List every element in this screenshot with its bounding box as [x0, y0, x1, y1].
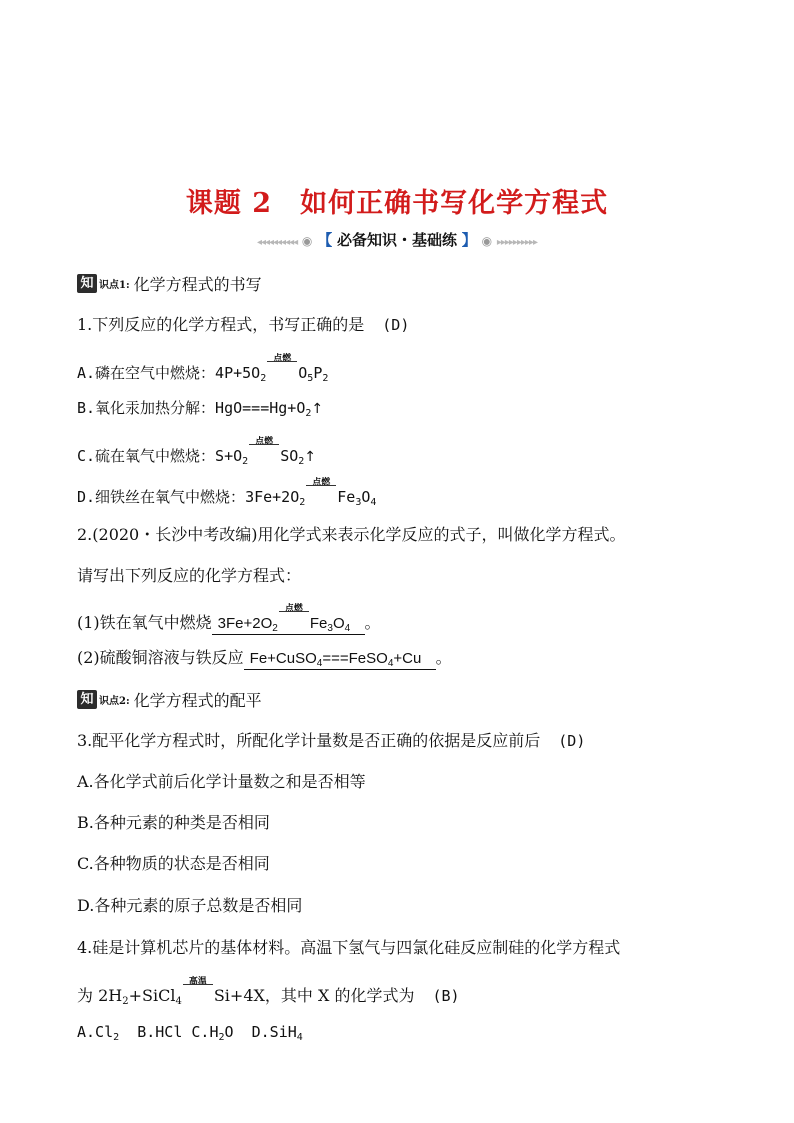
condition-label: 点燃 — [312, 478, 331, 488]
product: O — [298, 364, 308, 382]
reaction-condition — [267, 354, 297, 378]
option-text: D.细铁丝在氧气中燃烧：3Fe+2O — [77, 488, 300, 506]
reaction-condition — [183, 977, 213, 1001]
subscript: 2 — [242, 456, 249, 467]
condition-label: 高温 — [188, 977, 207, 987]
condition-label: 点燃 — [284, 604, 303, 614]
option-c-tail: O — [224, 1023, 234, 1041]
kp-title: 化学方程式的配平 — [133, 691, 262, 710]
kp-number: 识点1: — [99, 280, 130, 291]
question-answer: (D) — [558, 732, 586, 750]
punctuation: 。 — [435, 648, 452, 667]
product: P — [313, 364, 323, 382]
question-text: 为 2H — [77, 986, 123, 1005]
kp-title: 化学方程式的书写 — [133, 275, 262, 294]
banner-left-dot: ◉ — [301, 234, 313, 248]
condition-label: 点燃 — [255, 437, 274, 447]
subscript: 2 — [272, 623, 278, 634]
banner-bracket-close: 】 — [461, 231, 477, 249]
knowledge-badge-icon: 知 — [77, 690, 97, 709]
answer-blank — [244, 649, 436, 670]
banner-bracket-open: 【 — [317, 231, 333, 249]
reaction-condition — [279, 604, 309, 628]
question-1-option-c — [77, 437, 317, 467]
question-2-stem: 2.(2020・长沙中考改编)用化学式来表示化学反应的式子，叫做化学方程式。 — [77, 525, 626, 544]
question-1-option-d — [77, 478, 377, 508]
question-3-option-b: B.各种元素的种类是否相同 — [77, 813, 270, 832]
option-text: C.硫在氧气中燃烧：S+O — [77, 447, 243, 465]
subscript: 4 — [387, 658, 394, 669]
subscript: 4 — [344, 623, 351, 634]
reaction-condition — [249, 437, 279, 461]
question-text: 3.配平化学方程式时，所配化学计量数是否正确的依据是反应前后 — [77, 731, 541, 750]
question-3-stem — [77, 731, 585, 751]
gas-arrow-icon: ↑ — [311, 401, 324, 417]
product: Fe — [337, 488, 356, 506]
subscript: 4 — [296, 1032, 303, 1043]
question-2-part-1 — [77, 604, 381, 635]
subscript: 2 — [305, 408, 312, 419]
answer-text: ===FeSO — [322, 650, 388, 667]
banner-label: 必备知识・基础练 — [336, 231, 457, 249]
kp-number: 识点2: — [99, 696, 130, 707]
answer-text: +Cu — [393, 650, 422, 667]
punctuation: 。 — [364, 613, 381, 632]
question-text: Si+4X，其中 X 的化学式为 — [213, 986, 415, 1005]
question-3-option-d: D.各种元素的原子总数是否相同 — [77, 896, 303, 915]
product: SO — [280, 447, 299, 465]
subscript: 4 — [370, 497, 377, 508]
knowledge-badge-icon: 知 — [77, 274, 97, 293]
banner-right-arrows: ▸▸▸▸▸▸▸▸▸▸ — [496, 237, 538, 248]
answer-text: O — [332, 615, 345, 632]
question-text: 1.下列反应的化学方程式，书写正确的是 — [77, 315, 365, 334]
question-4-options — [77, 1022, 303, 1042]
knowledge-point-1 — [77, 272, 262, 294]
subscript: 2 — [113, 1032, 120, 1043]
part-label: (2)硫酸铜溶液与铁反应 — [77, 648, 244, 667]
question-4-stem-2 — [77, 977, 460, 1007]
knowledge-point-2 — [77, 688, 262, 710]
subscript: 3 — [355, 497, 362, 508]
question-2-stem-2: 请写出下列反应的化学方程式： — [77, 566, 302, 585]
subscript: 2 — [260, 373, 267, 384]
question-text: +SiCl — [128, 986, 176, 1005]
question-2-part-2 — [77, 648, 452, 670]
subscript: 4 — [175, 996, 182, 1007]
question-1-option-a — [77, 354, 329, 384]
subscript: 4 — [316, 658, 323, 669]
option-text: B.氧化汞加热分解：HgO===Hg+O — [77, 399, 306, 417]
page-title: 课题 2 如何正确书写化学方程式 — [185, 188, 609, 219]
section-banner — [0, 229, 794, 250]
question-answer: (D) — [382, 316, 410, 334]
gas-arrow-icon: ↑ — [304, 449, 317, 465]
question-1-stem — [77, 315, 409, 335]
part-label: (1)铁在氧气中燃烧 — [77, 613, 212, 632]
question-1-option-b — [77, 398, 323, 419]
reaction-condition — [306, 478, 336, 502]
answer-text: 3Fe+2O — [217, 615, 273, 632]
product: O — [361, 488, 371, 506]
question-4-stem: 4.硅是计算机芯片的基体材料。高温下氢气与四氯化硅反应制硅的化学方程式 — [77, 938, 621, 957]
condition-label: 点燃 — [273, 354, 292, 364]
question-3-option-c: C.各种物质的状态是否相同 — [77, 854, 270, 873]
subscript: 2 — [298, 456, 305, 467]
subscript: 2 — [322, 373, 329, 384]
banner-left-arrows: ◂◂◂◂◂◂◂◂◂◂ — [256, 237, 298, 248]
subscript: 2 — [218, 1032, 225, 1043]
subscript: 5 — [307, 373, 314, 384]
option-a: A.Cl — [77, 1023, 114, 1041]
answer-blank — [212, 604, 365, 635]
answer-text: Fe — [309, 615, 328, 632]
question-answer: (B) — [432, 987, 460, 1005]
option-b: B.HCl — [137, 1023, 183, 1041]
subscript: 3 — [327, 623, 333, 634]
subscript: 2 — [299, 497, 306, 508]
option-d: D.SiH — [251, 1023, 297, 1041]
answer-text: Fe+CuSO — [249, 650, 317, 667]
option-c: C.H — [191, 1023, 219, 1041]
option-text: A.磷在空气中燃烧：4P+5O — [77, 364, 261, 382]
banner-right-dot: ◉ — [481, 234, 493, 248]
question-3-option-a: A.各化学式前后化学计量数之和是否相等 — [77, 772, 366, 791]
subscript: 2 — [122, 996, 129, 1007]
